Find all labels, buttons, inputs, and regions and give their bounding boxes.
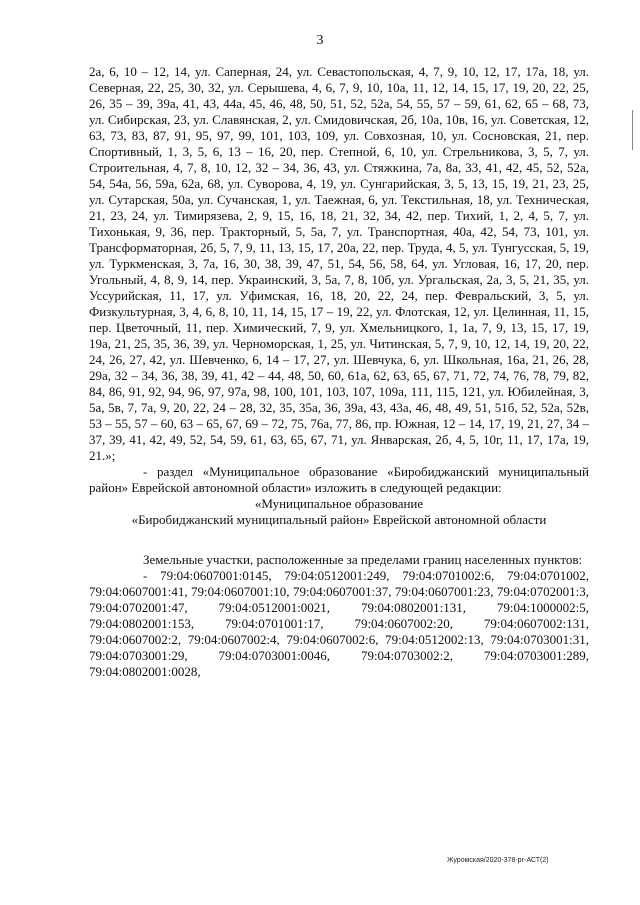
page-number: 3 [316, 33, 324, 48]
cadastral-numbers-paragraph: - 79:04:0607001:0145, 79:04:0512001:249, 79:04:0701002:6, 79:04:0701002, 79:04:0607001:41, 79:04:0607001:10, 79:04:0607001:37, 79:04:0607001:23, 79:04:0702001:3, 79:04:0702001:47, 79:04:0512001:0021, 79:04:0802001:131, 79:04:1000002:5, 79:04:0802001:153, 79:04:0701001:17, 79:04:0607002:20, 79:04:0607002:131, 79:04:0607002:2, 79:04:0607002:4, 79:04:0607002:6, 79:04:0512002:13, 79:04:0703001:31, 79:04:0703001:29, 79:04:0703001:0046, 79:04:0703002:2, 79:04:0703001:289, 79:04:0802001:0028, [89, 568, 589, 679]
land-plots-paragraph: Земельные участки, расположенные за пределами границ населенных пунктов: [143, 552, 583, 567]
section-heading-line-1: «Муниципальное образование [254, 496, 424, 511]
section-heading-line-2: «Биробиджанский муниципальный район» Еврейской автономной области [131, 512, 547, 527]
spacer [89, 528, 589, 552]
street-list-paragraph: 2а, 6, 10 – 12, 14, ул. Саперная, 24, ул. Севастопольская, 4, 7, 9, 10, 12, 17, 17а, 18, ул. Северная, 22, 25, 30, 32, ул. Серышева, 4, 6, 7, 9, 10, 10а, 11, 12, 14, 15, 17, 19, 20, 22, 25, 26, 35 – 39, 39а, 41, 43, 44а, 45, 46, 48, 50, 51, 52, 52а, 54, 55, 57 – 59, 61, 62, 65 – 68, 73, ул. Сибирская, 23, ул. Славянская, 2, ул. Смидовичская, 2б, 10а, 10в, 16, ул. Советская, 12, 63, 73, 83, 87, 91, 95, 97, 99, 101, 103, 109, ул. Совхозная, 10, ул. Сосновская, 21, пер. Спортивный, 1, 3, 5, 6, 13 – 16, 20, пер. Степной, 6, 10, ул. Стрельникова, 3, 5, 7, ул. Строительная, 4, 7, 8, 10, 12, 32 – 34, 36, 43, ул. Стяжкина, 7а, 8а, 33, 41, 42, 45, 52, 52а, 54, 54а, 56, 59а, 62а, 68, ул. Суворова, 4, 19, ул. Сунгарийская, 3, 5, 13, 15, 19, 21, 23, 25, ул. Сутарская, 50а, ул. Сучанская, 1, ул. Таежная, 6, ул. Текстильная, 18, ул. Техническая, 21, 23, 24, ул. Тимирязева, 2, 9, 15, 16, 18, 21, 32, 34, 42, пер. Тихий, 1, 2, 4, 5, 7, ул. Тихонькая, 9, 36, пер. Тракторный, 5, 5а, 7, ул. Транспортная, 40а, 42, 54, 73, 101, ул. Трансформаторная, 2б, 5, 7, 9, 11, 13, 15, 17, 20а, 22, пер. Труда, 4, 5, ул. Тунгусская, 5, 19, ул. Туркменская, 3, 7а, 16, 30, 38, 39, 47, 51, 54, 56, 58, 64, ул. Угловая, 16, 17, 20, пер. Угольный, 4, 8, 9, 14, пер. Украинский, 3, 5а, 7, 8, 10б, ул. Ургальская, 2а, 3, 5, 21, 35, ул. Уссурийская, 11, 17, ул. Уфимская, 16, 18, 20, 22, 24, пер. Февральский, 3, 5, ул. Физкультурная, 3, 4, 6, 8, 10, 11, 14, 15, 17 – 19, 22, ул. Флотская, 12, ул. Целинная, 11, 15, пер. Цветочный, 11, пер. Химический, 7, 9, ул. Хмельницкого, 1, 1а, 7, 9, 13, 15, 17, 19, 19а, 21, 25, 35, 36, 39, ул. Черноморская, 1, 25, ул. Читинская, 5, 7, 9, 10, 12, 14, 19, 20, 22, 24, 26, 27, 42, ул. Шевченко, 6, 14 – 17, 27, ул. Шевчука, 6, ул. Школьная, 16а, 21, 26, 28, 29а, 32 – 34, 36, 38, 39, 41, 42 – 44, 48, 50, 60, 61а, 62, 63, 65, 67, 71, 72, 74, 76, 78, 79, 82, 84, 86, 91, 92, 94, 96, 97, 97а, 98, 100, 101, 103, 107, 109а, 111, 115, 121, ул. Юбилейная, 3, 5а, 5в, 7, 7а, 9, 20, 22, 24 – 28, 32, 35, 35а, 36, 39а, 43, 43а, 46, 48, 49, 51, 51б, 52, 52а, 52в, 53 – 55, 57 – 60, 63 – 65, 67, 69 – 72, 75, 76а, 77, 86, пр. Южная, 12 – 14, 17, 19, 21, 27, 34 – 37, 39, 41, 42, 49, 52, 54, 59, 61, 63, 65, 67, 71, ул. Январская, 2б, 4, 5, 10г, 11, 17, 17а, 19, 21.»; [89, 64, 589, 463]
scan-edge-mark [632, 110, 633, 150]
section-instruction-paragraph: - раздел «Муниципальное образование «Биробиджанский муниципальный район» Еврейской автономной области» изложить в следующей редакции: [89, 464, 589, 495]
document-footer-code: Журомская/2020-378-рг-АСТ(2) [447, 857, 549, 864]
document-body [89, 64, 589, 680]
